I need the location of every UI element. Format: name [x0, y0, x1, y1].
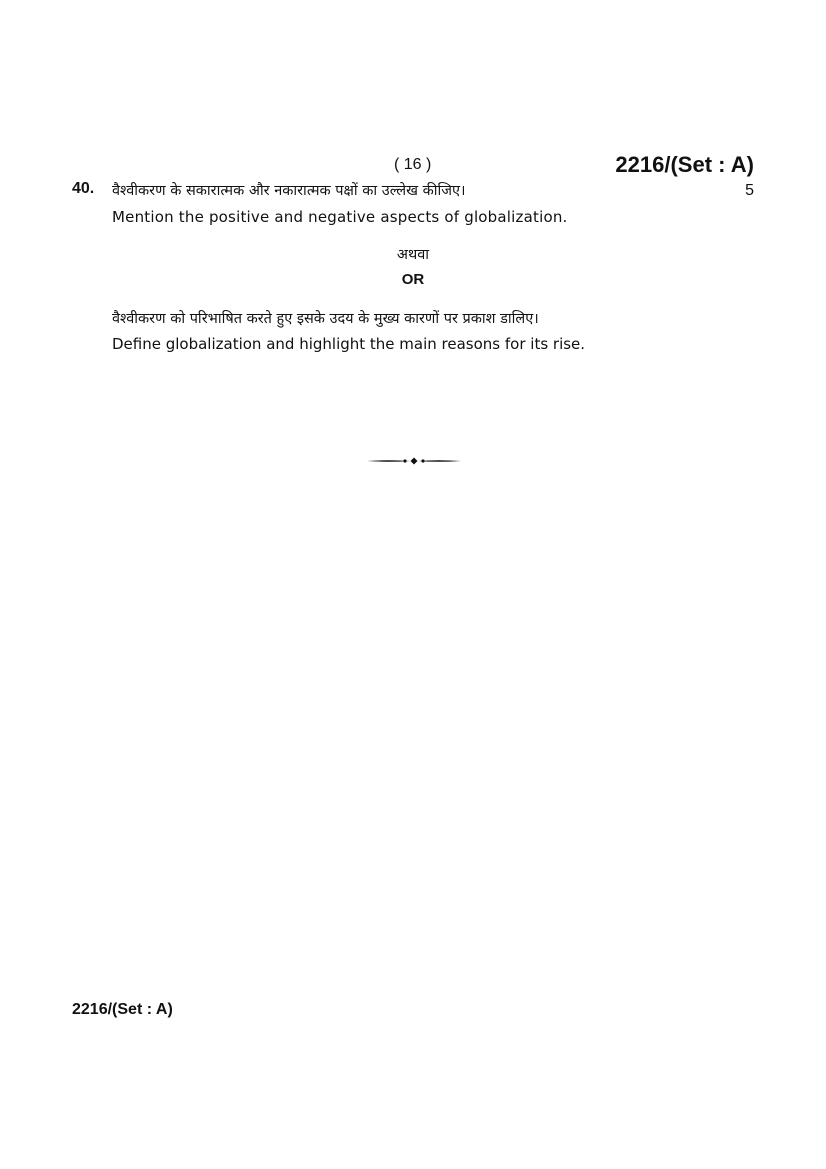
or-label-english: OR	[401, 271, 425, 288]
question-text-english: Mention the positive and negative aspects of globalization.	[112, 208, 568, 226]
page-number: ( 16 )	[394, 156, 432, 173]
alternative-question-english: Define globalization and highlight the main reasons for its rise.	[112, 335, 586, 353]
paper-code-footer: 2216/(Set : A)	[72, 1001, 173, 1018]
paper-code-header: 2216/(Set : A)	[615, 152, 754, 177]
question-number: 40.	[72, 180, 95, 197]
question-text-hindi: वैश्वीकरण के सकारात्मक और नकारात्मक पक्षों का उल्लेख कीजिए।	[112, 183, 466, 199]
alternative-question-hindi: वैश्वीकरण को परिभाषित करते हुए इसके उदय के मुख्य कारणों पर प्रकाश डालिए।	[112, 311, 539, 327]
or-label-hindi: अथवा	[396, 247, 430, 263]
ornamental-divider-icon	[366, 453, 462, 469]
question-marks: 5	[745, 182, 754, 199]
